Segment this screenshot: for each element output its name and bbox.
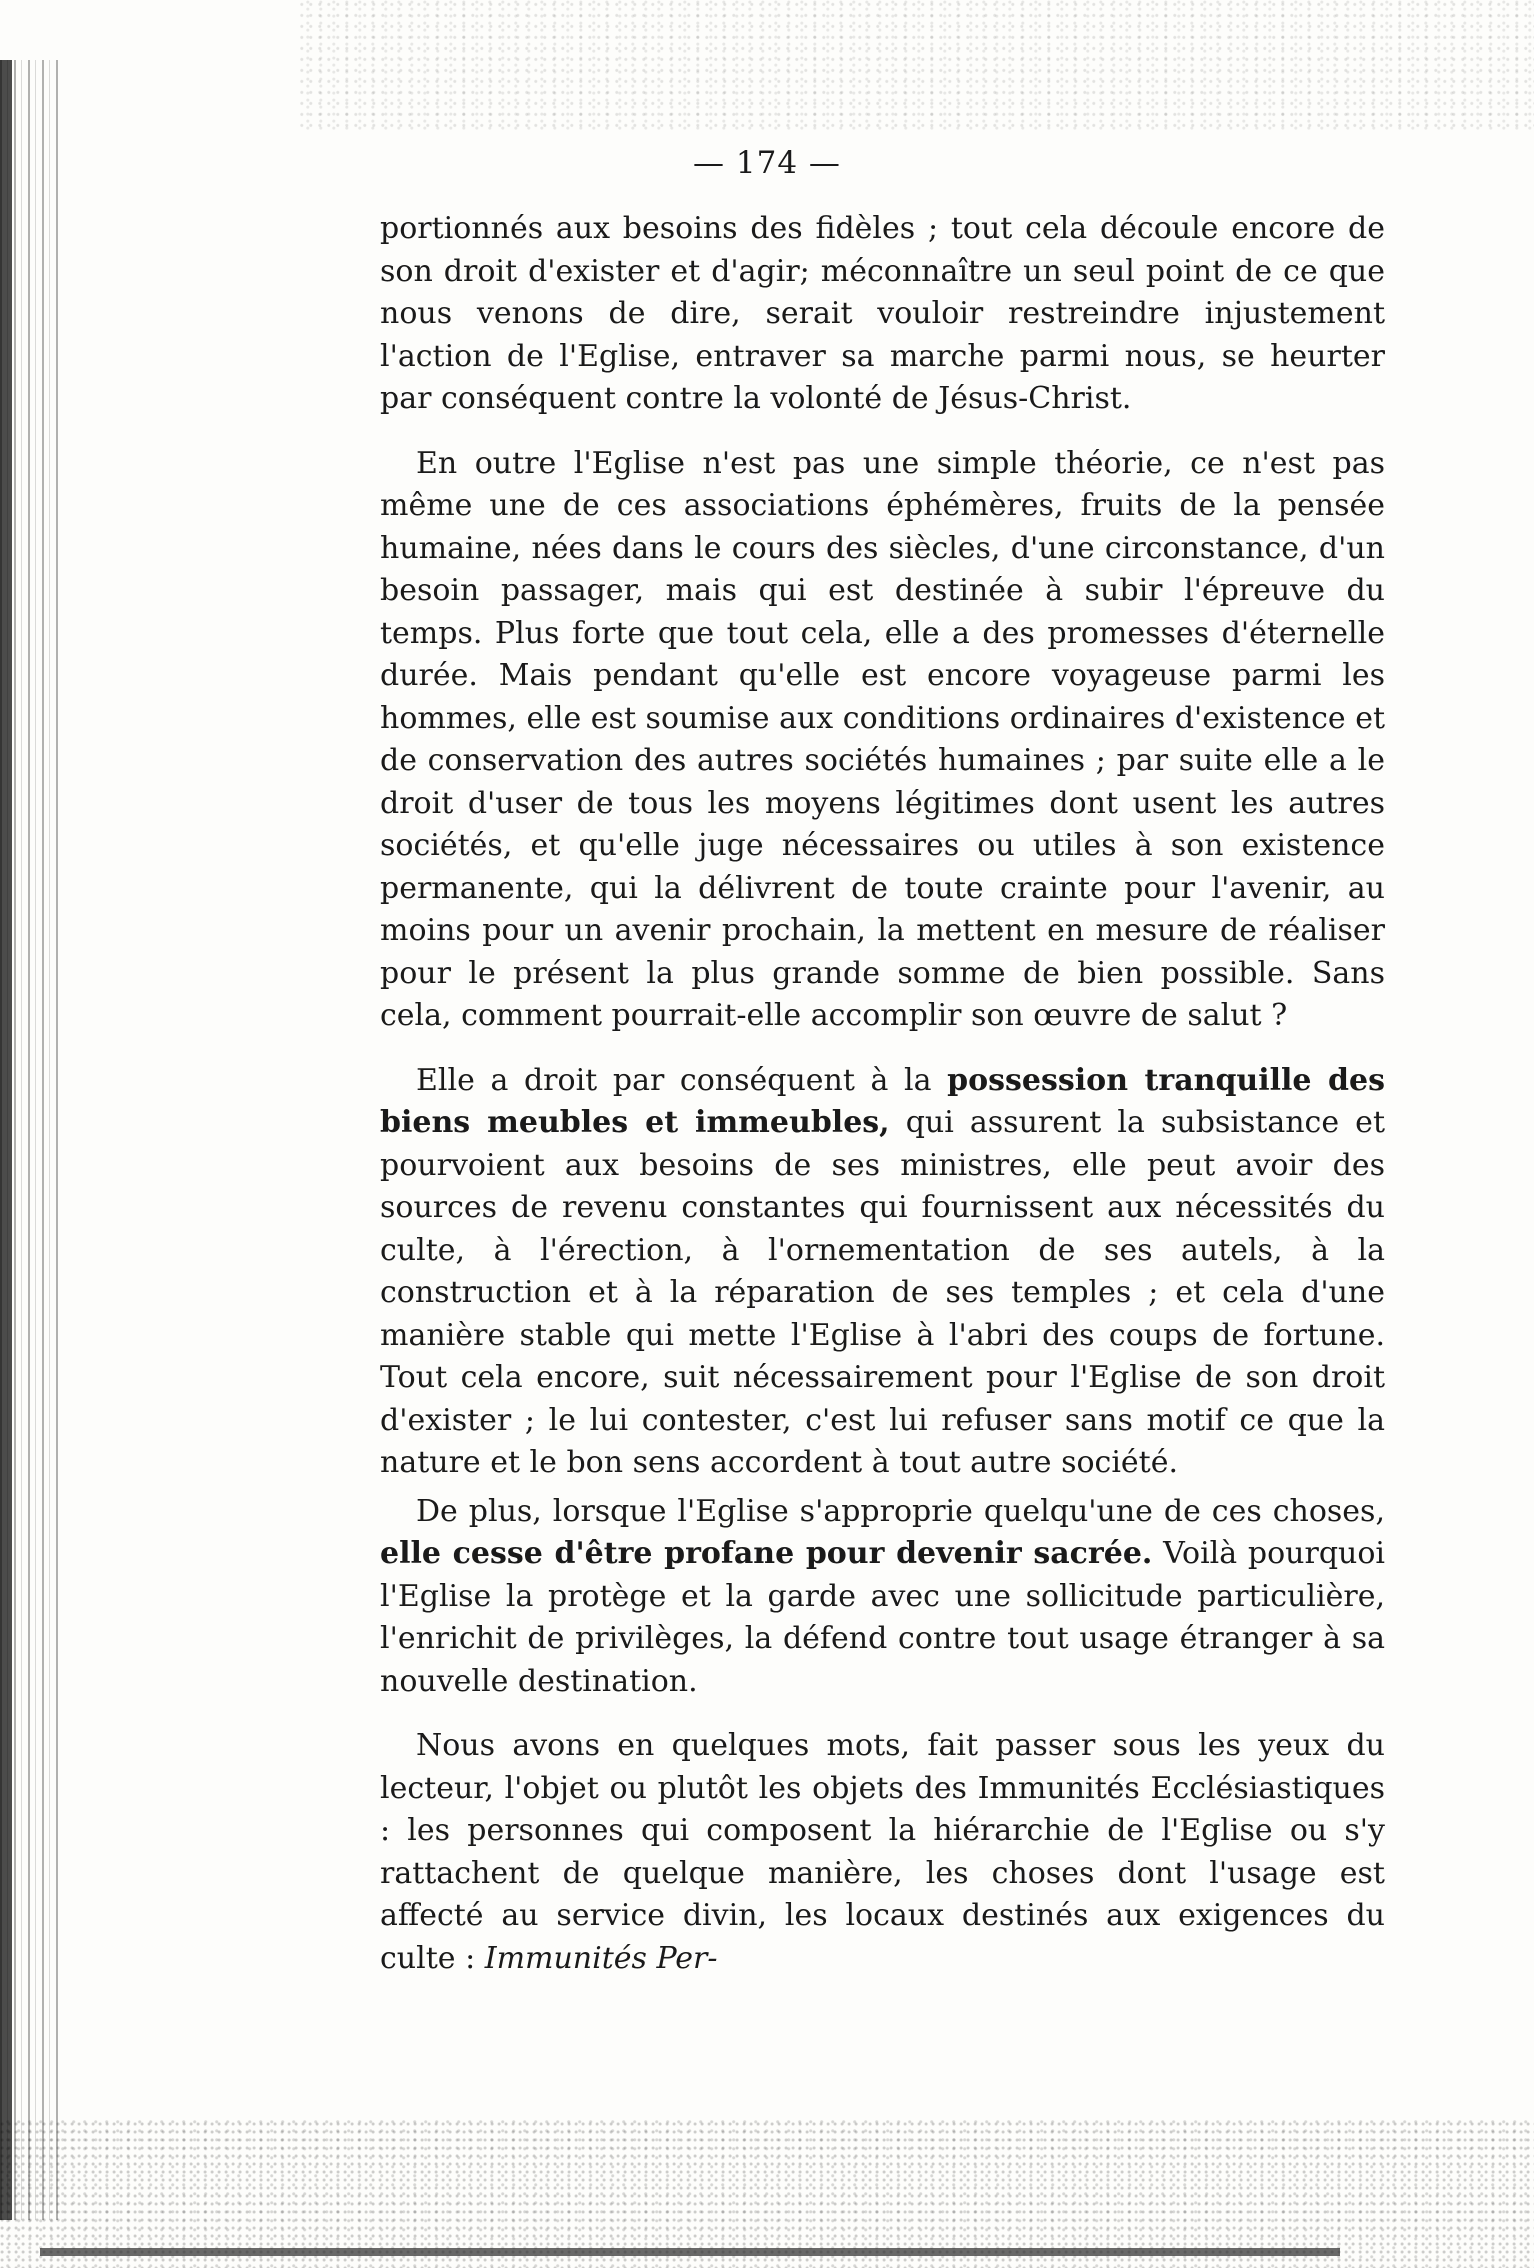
paragraph-4 — [380, 1491, 1385, 1704]
paragraph-3 — [380, 1060, 1385, 1485]
paragraph-5-italic: Immunités Per- — [484, 1940, 718, 1976]
paragraph-3-lead: Elle a droit par conséquent à la — [416, 1062, 948, 1098]
paragraph-1: portionnés aux besoins des fidèles ; tout cela découle encore de son droit d'exister et d'agir; méconnaître un seul point de ce que nous venons de dire, serait vouloir restreindre injustement l'action de l'Eglise, entraver sa marche parmi nous, se heurter par conséquent contre la volonté de Jésus-Christ. — [380, 211, 1385, 416]
page-number: — 174 — — [693, 145, 841, 181]
scan-noise-top — [300, 0, 1534, 130]
binding-edge — [0, 60, 12, 2220]
paragraph-5-lead: Nous avons en quelques mots, fait passer sous les yeux du lecteur, l'objet ou plutôt les objets des Immunités Ecclésiastiques : les personnes qui composent la hiérarchie de l'Eglise ou s'y rattachent de quelque manière, les choses dont l'usage est affecté au service divin, les locaux destinés aux exigences du culte : — [380, 1728, 1385, 1976]
paragraph-3-bold: possession tranquille des biens meubles et immeubles, — [380, 1062, 1386, 1140]
paragraph-3-rest: qui assurent la subsistance et pourvoient aux besoins de ses ministres, elle peut avoir des sources de revenu constantes qui fournissent aux nécessités du culte, à l'érection, à l'ornementation de ses autels, à la construction et à la réparation de ses temples ; et cela d'une manière stable qui mette l'Eglise à l'abri des coups de fortune. Tout cela encore, suit nécessairement pour l'Eglise de son droit d'exister ; le lui contester, c'est lui refuser sans motif ce que la nature et le bon sens accordent à tout autre société. — [380, 1105, 1385, 1480]
paragraph-5 — [380, 1725, 1385, 1980]
body-text — [380, 208, 1385, 1980]
paragraph-4-bold: elle cesse d'être profane pour devenir sacrée. — [380, 1536, 1153, 1571]
paragraph-2: En outre l'Eglise n'est pas une simple théorie, ce n'est pas même une de ces associations éphémères, fruits de la pensée humaine, nées dans le cours des siècles, d'une circonstance, d'un besoin passager, mais qui est destinée à subir l'épreuve du temps. Plus forte que tout cela, elle a des promesses d'éternelle durée. Mais pendant qu'elle est encore voyageuse parmi les hommes, elle est soumise aux conditions ordinaires d'existence et de conservation des autres sociétés humaines ; par suite elle a le droit d'user de tous les moyens légitimes dont usent les autres sociétés, et qu'elle juge nécessaires ou utiles à son existence permanente, qui la délivrent de toute crainte pour l'avenir, au moins pour un avenir prochain, la mettent en mesure de réaliser pour le présent la plus grande somme de bien possible. Sans cela, comment pourrait-elle accomplir son œuvre de salut ? — [380, 445, 1385, 1033]
paragraph-4-lead: De plus, lorsque l'Eglise s'approprie quelqu'une de ces choses, — [416, 1493, 1385, 1529]
bottom-edge-line — [40, 2248, 1340, 2256]
scan-noise-bottom — [0, 2120, 1534, 2268]
paragraph-4-rest: Voilà pourquoi l'Eglise la protège et la garde avec une sollicitude particulière, l'enrichit de privilèges, la défend contre tout usage étranger à sa nouvelle destination. — [380, 1536, 1386, 1699]
